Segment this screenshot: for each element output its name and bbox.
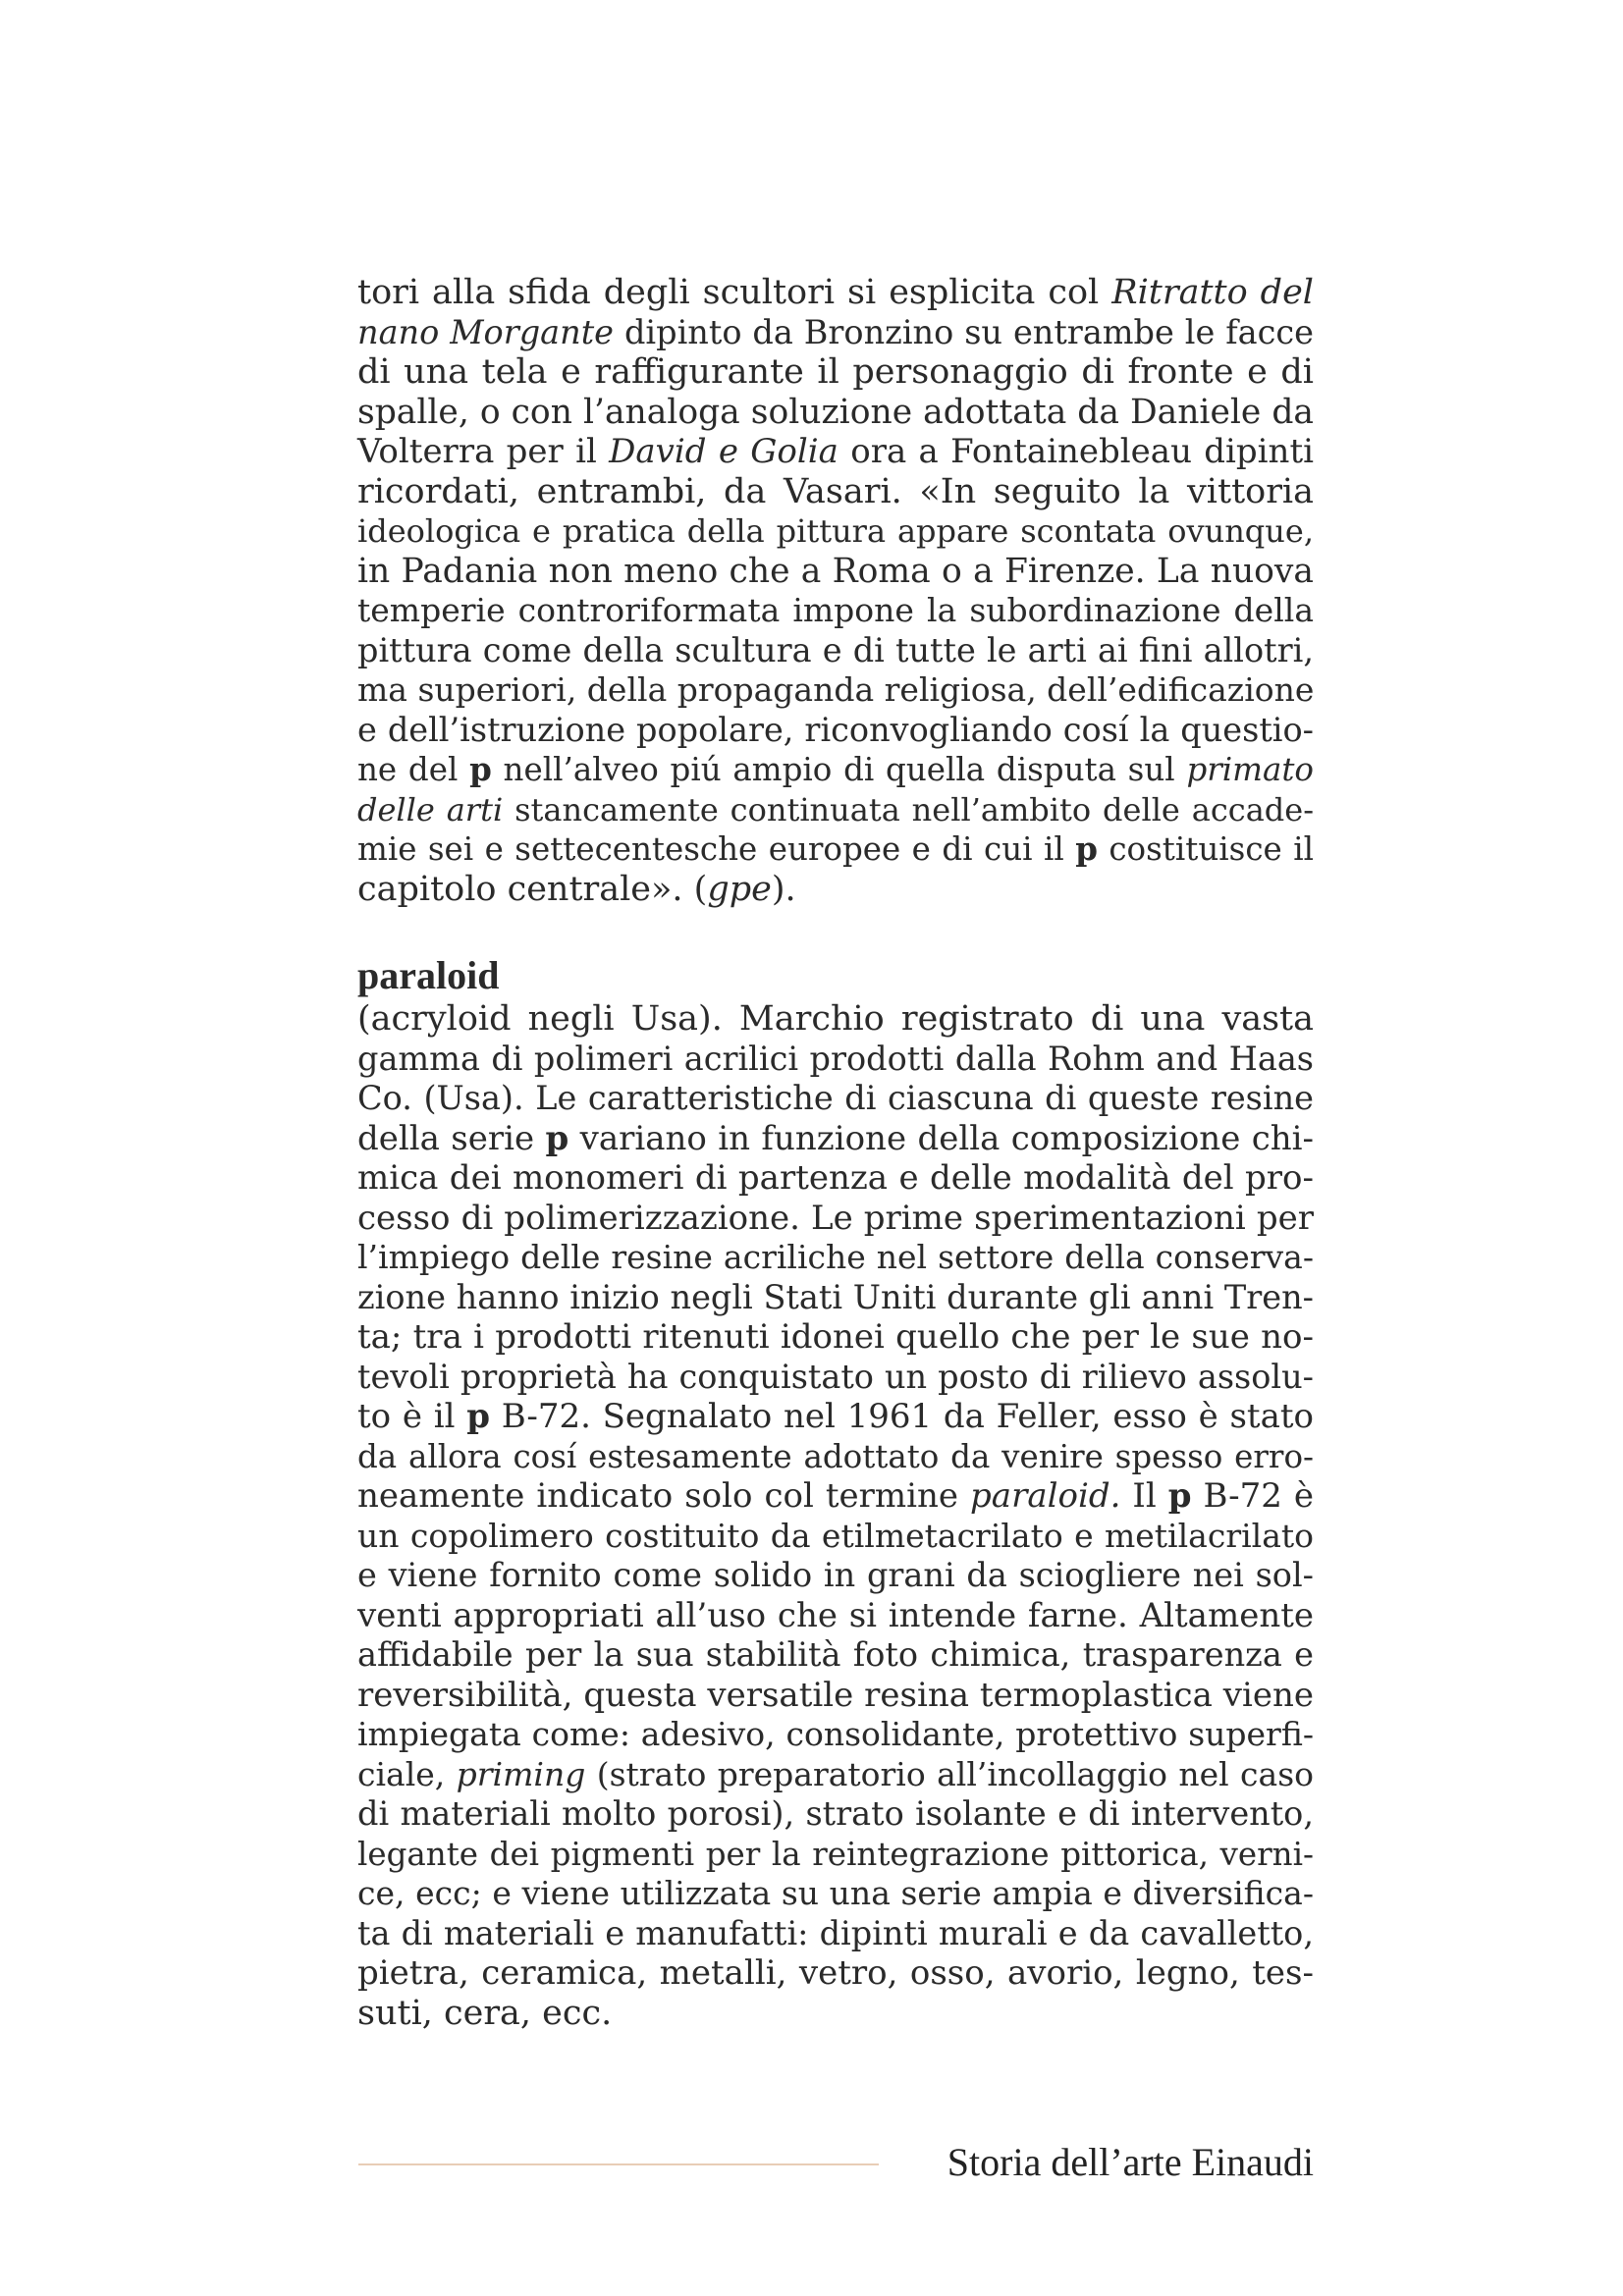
text-line: zione hanno inizio negli Stati Uniti durante gli anni Tren- xyxy=(357,1277,1314,1316)
entry-title: paraloid xyxy=(357,953,500,997)
text-line: ricordati, entrambi, da Vasari. «In seguito la vittoria xyxy=(357,471,1314,511)
text-line: un copolimero costituito da etilmetacrilato e metilacrilato xyxy=(357,1516,1314,1555)
text-line: affidabile per la sua stabilità foto chimica, trasparenza e xyxy=(357,1635,1314,1674)
text-line: Co. (Usa). Le caratteristiche di ciascuna di queste resine xyxy=(357,1079,1314,1117)
text-line: l’impiego delle resine acriliche nel settore della conserva- xyxy=(357,1238,1314,1276)
paragraph-continuation xyxy=(357,273,1314,909)
text-line: ta di materiali e manufatti: dipinti murali e da cavalletto, xyxy=(357,1913,1314,1952)
text-line: ce, ecc; e viene utilizzata su una serie ampia e diversifica- xyxy=(357,1874,1314,1912)
text-line: Volterra per il David e Golia ora a Fontainebleau dipinti xyxy=(357,432,1314,471)
text-line: (acryloid negli Usa). Marchio registrato di una vasta xyxy=(357,999,1314,1039)
text-line: legante dei pigmenti per la reintegrazione pittorica, verni- xyxy=(357,1835,1314,1873)
text-line: reversibilità, questa versatile resina termoplastica viene xyxy=(357,1675,1314,1715)
text-line: e viene fornito come solido in grani da sciogliere nei sol- xyxy=(357,1556,1314,1594)
text-line: in Padania non meno che a Roma o a Firenze. La nuova xyxy=(357,551,1314,591)
text-line: delle arti stancamente continuata nell’ambito delle accade- xyxy=(357,790,1315,828)
text-line: tori alla sfida degli scultori si esplicita col Ritratto del xyxy=(357,273,1314,312)
footer-rule xyxy=(358,2163,879,2165)
text-line: pittura come della scultura e di tutte le arti ai fini allotri, xyxy=(357,630,1314,669)
text-line: gamma di polimeri acrilici prodotti dalla Rohm and Haas xyxy=(357,1039,1314,1078)
text-line: nano Morgante dipinto da Bronzino su entrambe le facce xyxy=(357,312,1314,351)
text-line: capitolo centrale». (gpe). xyxy=(357,869,796,909)
entry-body xyxy=(357,999,1314,2033)
text-line: suti, cera, ecc. xyxy=(357,1993,613,2033)
footer-title: Storia dell’arte Einaudi xyxy=(947,2140,1314,2184)
text-line: ideologica e pratica della pittura appare scontata ovunque, xyxy=(357,512,1314,550)
text-line: da allora cosí estesamente adottato da venire spesso erro- xyxy=(357,1437,1314,1475)
text-line: ma superiori, della propaganda religiosa, dell’edificazione xyxy=(357,670,1315,709)
text-line: ciale, priming (strato preparatorio all’incollaggio nel caso xyxy=(357,1754,1314,1793)
text-line: cesso di polimerizzazione. Le prime sperimentazioni per xyxy=(357,1198,1314,1238)
text-line: impiegata come: adesivo, consolidante, protettivo superfi- xyxy=(357,1715,1314,1753)
text-line: ne del p nell’alveo piú ampio di quella disputa sul primato xyxy=(357,750,1314,788)
text-line: temperie controriformata impone la subordinazione della xyxy=(357,591,1314,629)
text-line: e dell’istruzione popolare, riconvogliando cosí la questio- xyxy=(357,710,1314,749)
text-line: venti appropriati all’uso che si intende farne. Altamente xyxy=(357,1595,1314,1635)
text-line: neamente indicato solo col termine paraloid. Il p B-72 è xyxy=(357,1476,1315,1516)
text-line: mica dei monomeri di partenza e delle modalità del pro- xyxy=(357,1158,1314,1198)
text-line: di una tela e raffigurante il personaggio di fronte e di xyxy=(357,352,1314,392)
text-line: tevoli proprietà ha conquistato un posto di rilievo assolu- xyxy=(357,1357,1314,1396)
text-line: ta; tra i prodotti ritenuti idonei quello che per le sue no- xyxy=(357,1317,1314,1357)
text-line: pietra, ceramica, metalli, vetro, osso, avorio, legno, tes- xyxy=(357,1953,1314,1993)
text-line: della serie p variano in funzione della composizione chi- xyxy=(357,1118,1314,1158)
text-line: mie sei e settecentesche europee e di cui il p costituisce il xyxy=(357,829,1314,868)
text-line: di materiali molto porosi), strato isolante e di intervento, xyxy=(357,1794,1314,1833)
text-line: to è il p B-72. Segnalato nel 1961 da Feller, esso è stato xyxy=(357,1397,1314,1436)
text-line: spalle, o con l’analoga soluzione adottata da Daniele da xyxy=(357,392,1314,432)
page-body xyxy=(357,273,1314,2033)
